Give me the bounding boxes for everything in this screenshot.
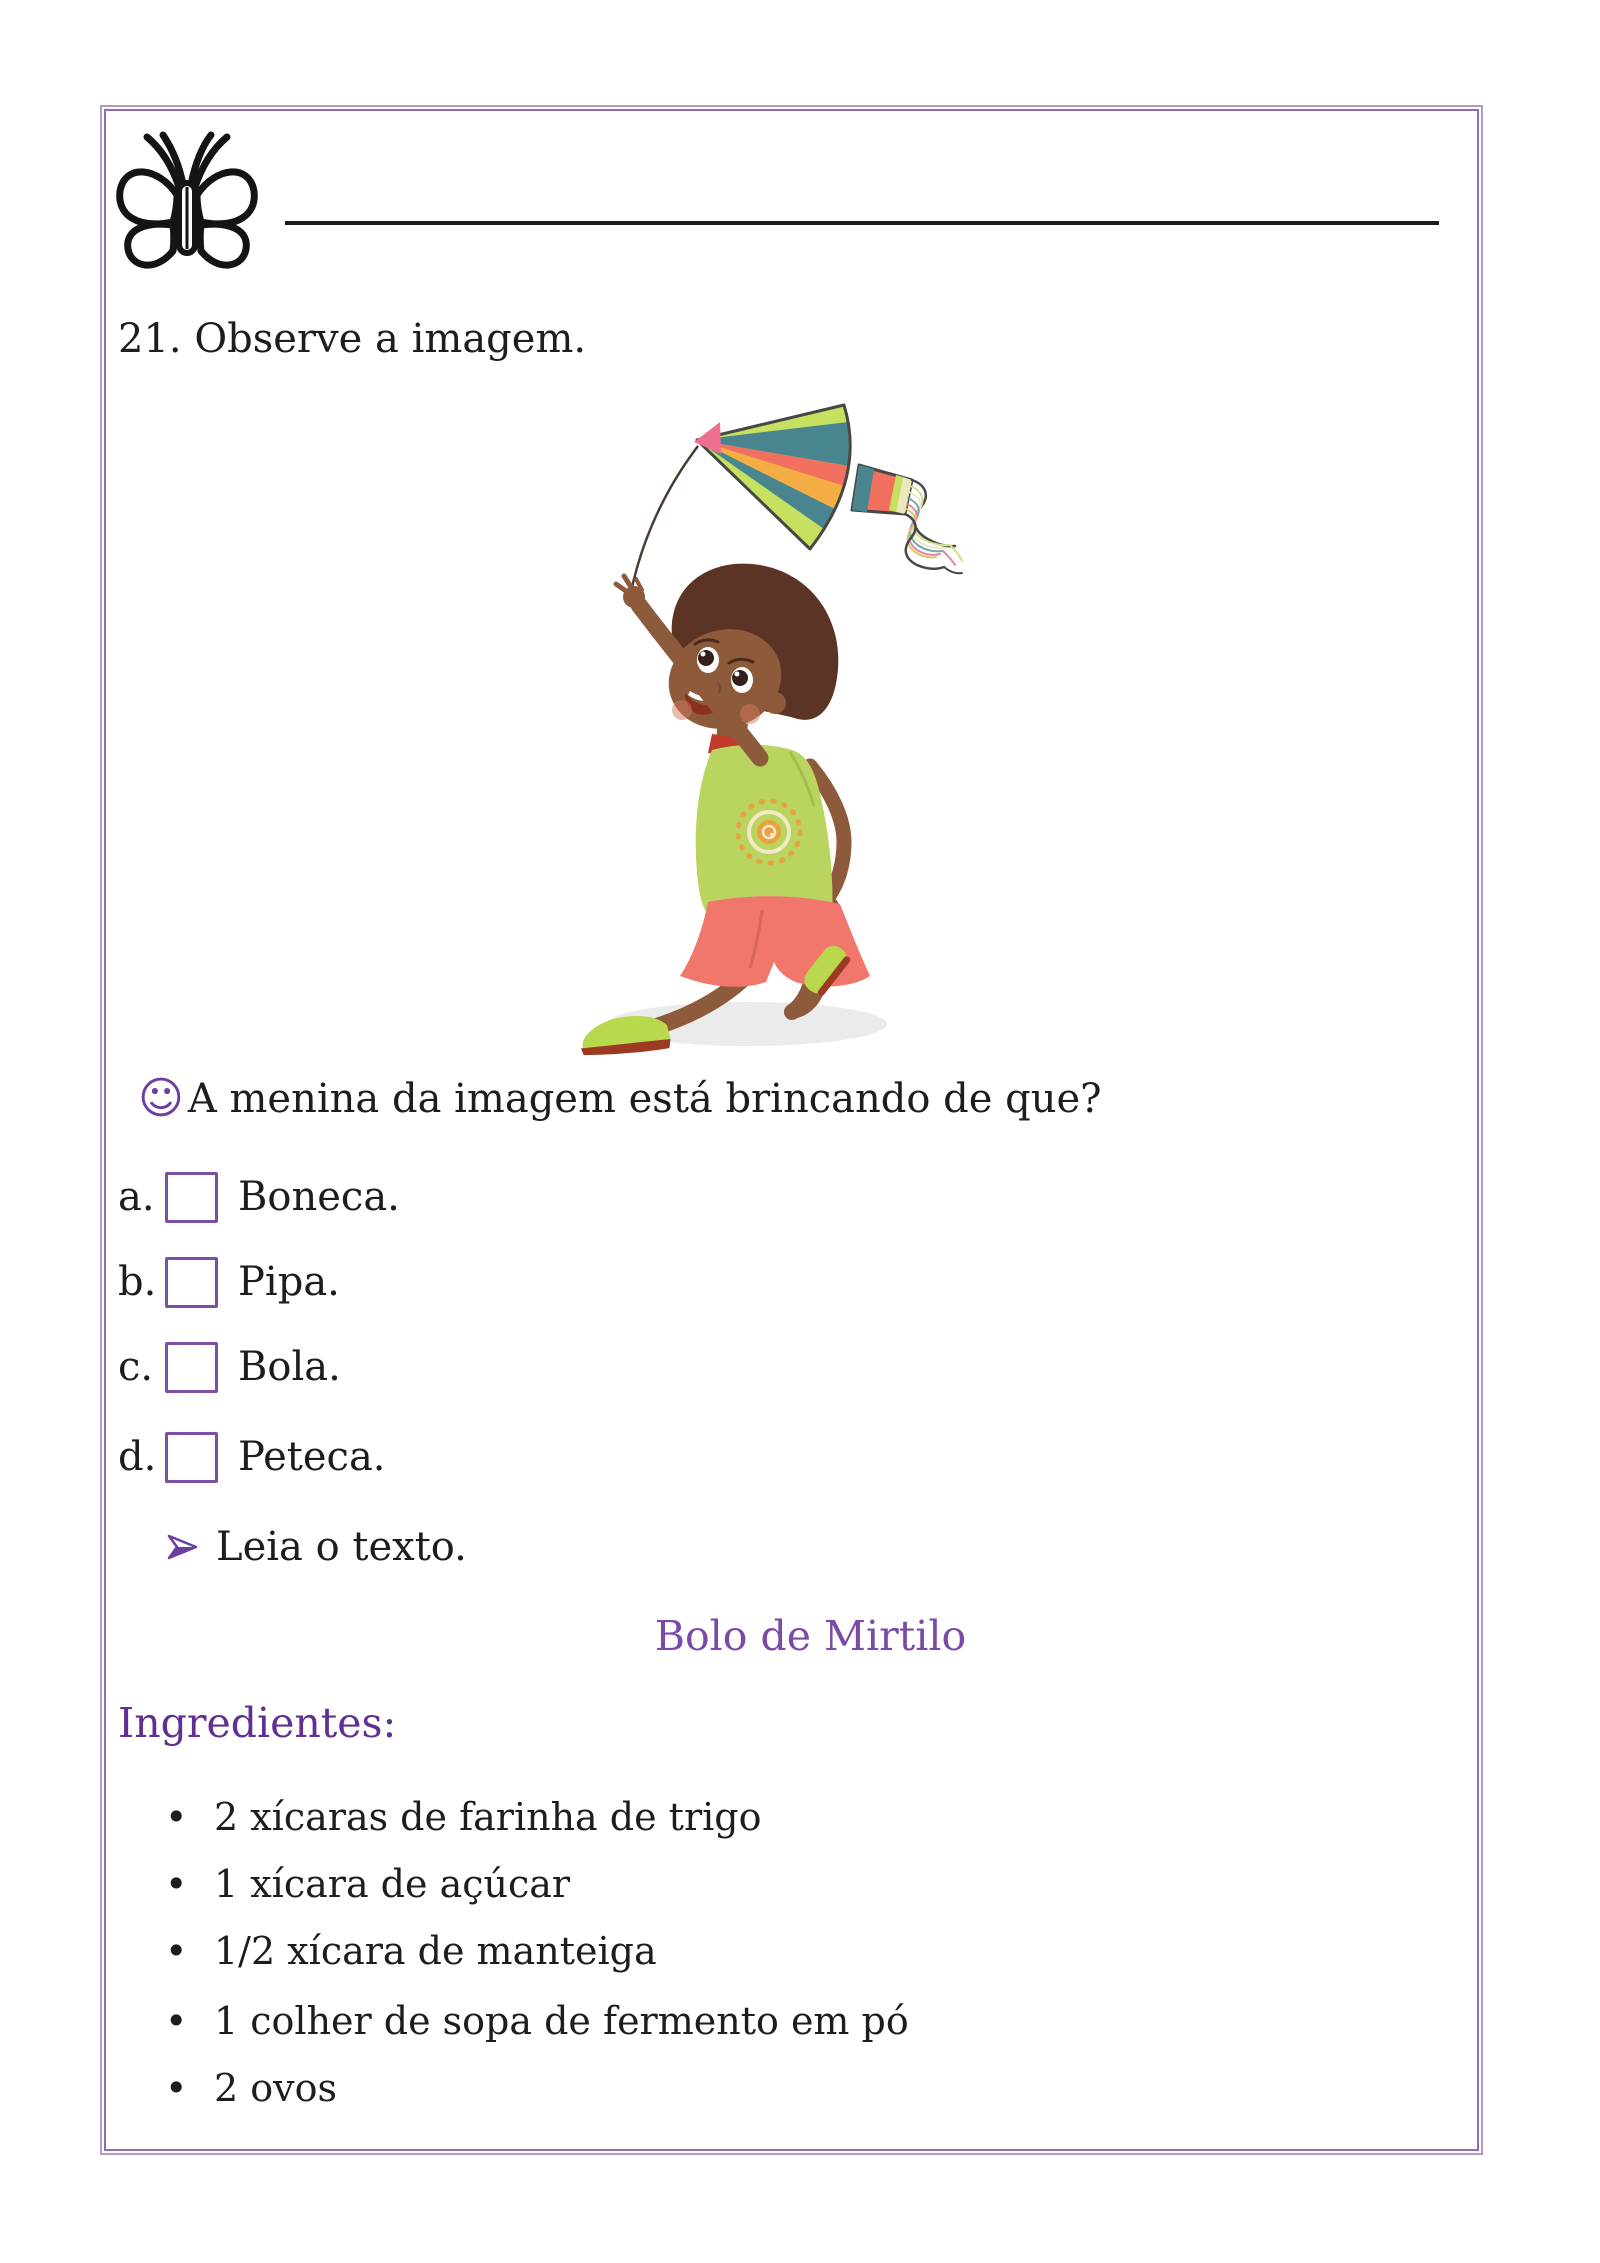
bullet-dot: •: [165, 2066, 188, 2110]
instruction-text: Leia o texto.: [216, 1524, 467, 1570]
option-b-checkbox[interactable]: [165, 1257, 218, 1308]
option-d-checkbox[interactable]: [165, 1432, 218, 1483]
ingredient-item: [165, 2064, 337, 2112]
name-blank-line: [285, 221, 1439, 225]
ingredient-item: [165, 1997, 909, 2045]
option-d-letter: d.: [118, 1434, 157, 1480]
kite-string: [631, 446, 698, 592]
ingredient-text: 1 xícara de açúcar: [214, 1862, 571, 1906]
worksheet-frame: [100, 105, 1483, 2155]
ingredient-item: [165, 1927, 657, 1975]
option-b-label: Pipa.: [238, 1259, 340, 1305]
option-d-label: Peteca.: [238, 1434, 386, 1480]
option-row-d: [102, 1425, 386, 1489]
bullet-dot: •: [165, 1999, 188, 2043]
ingredient-item: [165, 1860, 570, 1908]
option-c-checkbox[interactable]: [165, 1342, 218, 1393]
ingredient-text: 1/2 xícara de manteiga: [214, 1929, 657, 1973]
bullet-dot: •: [165, 1929, 188, 1973]
instruction-row: [166, 1522, 467, 1572]
bullet-dot: •: [165, 1795, 188, 1839]
option-a-letter: a.: [118, 1174, 155, 1220]
option-c-label: Bola.: [238, 1344, 341, 1390]
option-b-letter: b.: [118, 1259, 157, 1305]
question-number-text: 21. Observe a imagem.: [118, 316, 587, 362]
question-prompt-text: A menina da imagem está brincando de que?: [187, 1076, 1102, 1122]
butterfly-icon: [115, 125, 260, 285]
arrowhead-icon: [166, 1532, 200, 1562]
ingredient-text: 2 ovos: [214, 2066, 337, 2110]
option-row-a: [102, 1165, 400, 1229]
ingredients-heading: Ingredientes:: [118, 1699, 397, 1747]
ingredient-text: 1 colher de sopa de fermento em pó: [214, 1999, 909, 2043]
option-row-c: [102, 1335, 341, 1399]
bullet-dot: •: [165, 1862, 188, 1906]
ingredient-item: [165, 1793, 761, 1841]
option-a-label: Boneca.: [238, 1174, 400, 1220]
option-c-letter: c.: [118, 1344, 154, 1390]
option-a-checkbox[interactable]: [165, 1172, 218, 1223]
girl: [578, 564, 870, 1059]
option-row-b: [102, 1250, 340, 1314]
recipe-title: Bolo de Mirtilo: [654, 1612, 967, 1660]
kite: [694, 405, 962, 573]
ingredient-text: 2 xícaras de farinha de trigo: [214, 1795, 762, 1839]
smiley-icon: ☺: [138, 1073, 184, 1124]
girl-flying-kite-illustration: [522, 362, 1162, 1062]
question-prompt-row: [138, 1072, 1102, 1126]
